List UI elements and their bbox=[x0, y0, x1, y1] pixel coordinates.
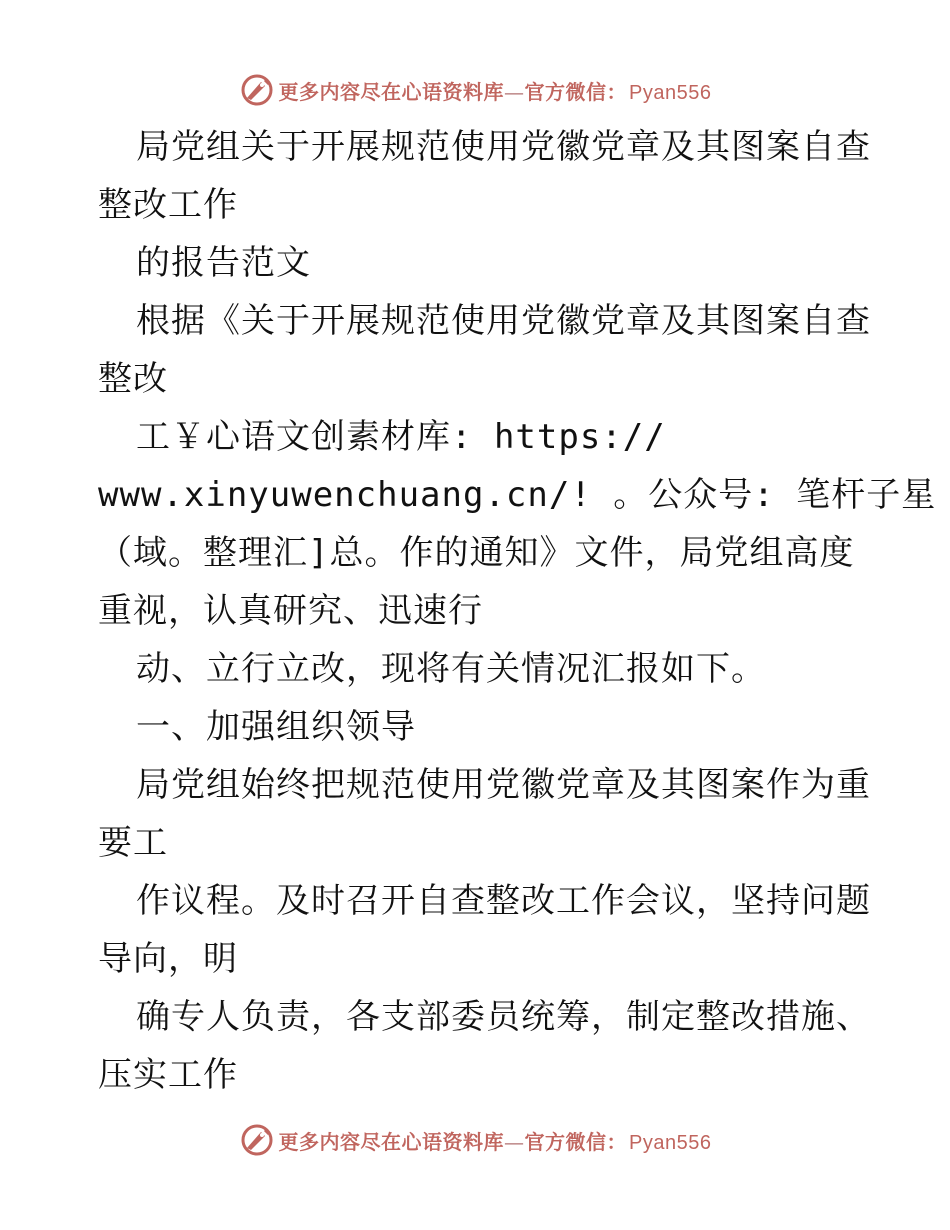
text-line: 局党组始终把规范使用党徽党章及其图案作为重 bbox=[136, 765, 871, 805]
text-line: 根据《关于开展规范使用党徽党章及其图案自查 bbox=[136, 301, 871, 341]
header-banner-content bbox=[239, 72, 712, 108]
text-line: 压实工作 bbox=[98, 1055, 238, 1095]
footer-banner bbox=[0, 1120, 950, 1160]
banner-wechat-label: 官方微信： bbox=[524, 1129, 628, 1154]
banner-site-text: 更多内容尽在心语资料库 bbox=[278, 79, 505, 104]
pen-nib-logo-icon bbox=[239, 1122, 275, 1158]
pen-nib-logo-icon bbox=[239, 72, 275, 108]
text-line: 一、加强组织领导 bbox=[136, 707, 416, 747]
banner-wechat-label: 官方微信： bbox=[524, 79, 628, 104]
text-line: 整改 bbox=[98, 359, 168, 399]
text-line: 整改工作 bbox=[98, 185, 238, 225]
banner-wechat-id: Pyan556 bbox=[629, 1131, 712, 1154]
text-line: 工￥心语文创素材库: https:// bbox=[136, 417, 666, 457]
document-body bbox=[98, 118, 937, 1104]
banner-dash: — bbox=[504, 1129, 525, 1154]
header-banner-text bbox=[279, 76, 712, 105]
banner-wechat-id: Pyan556 bbox=[629, 81, 712, 104]
banner-site-text: 更多内容尽在心语资料库 bbox=[278, 1129, 505, 1154]
text-line: www.xinyuwenchuang.cn/! 。公众号: 笔杆子星 bbox=[98, 475, 937, 515]
footer-banner-content bbox=[239, 1122, 712, 1158]
text-line: 确专人负责，各支部委员统筹，制定整改措施、 bbox=[136, 997, 871, 1037]
text-line: 要工 bbox=[98, 823, 168, 863]
text-line: （域。整理汇]总。作的通知》文件，局党组高度 bbox=[98, 533, 855, 573]
text-line: 的报告范文 bbox=[136, 243, 311, 283]
text-line: 作议程。及时召开自查整改工作会议，坚持问题 bbox=[136, 881, 871, 921]
header-banner bbox=[0, 70, 950, 110]
footer-banner-text bbox=[279, 1126, 712, 1155]
text-line: 导向，明 bbox=[98, 939, 238, 979]
text-line: 局党组关于开展规范使用党徽党章及其图案自查 bbox=[136, 127, 871, 167]
banner-dash: — bbox=[504, 79, 525, 104]
text-line: 动、立行立改，现将有关情况汇报如下。 bbox=[136, 649, 766, 689]
text-line: 重视，认真研究、迅速行 bbox=[98, 591, 483, 631]
